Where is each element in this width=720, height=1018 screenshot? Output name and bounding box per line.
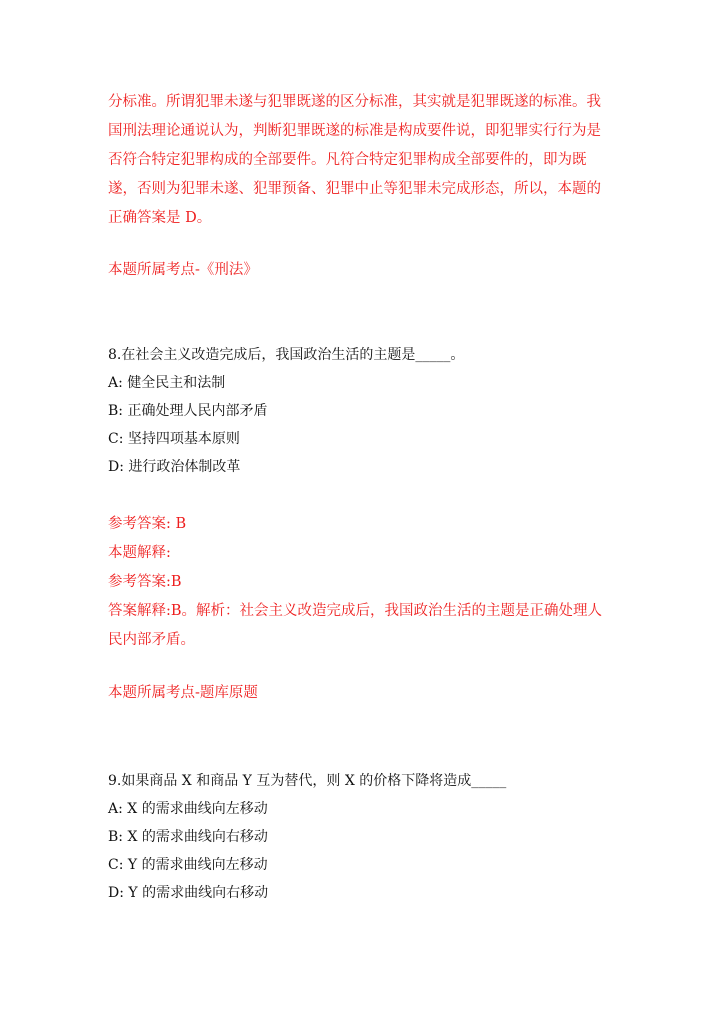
option-d: D: 进行政治体制改革 — [108, 459, 241, 475]
option-a: A: X 的需求曲线向左移动 — [108, 801, 268, 817]
answer-explanation-line: 答案解释:B。解析：社会主义改造完成后，我国政治生活的主题是正确处理人 — [108, 603, 603, 619]
explanation-line: 否符合特定犯罪构成的全部要件。凡符合特定犯罪构成全部要件的，即为既 — [108, 152, 587, 168]
explanation-line: 遂，否则为犯罪未遂、犯罪预备、犯罪中止等犯罪未完成形态，所以，本题的 — [108, 181, 601, 197]
previous-explanation — [108, 88, 608, 233]
reference-answer: 参考答案: B — [108, 516, 187, 532]
answer-explanation-line: 民内部矛盾。 — [108, 632, 195, 648]
explanation-line: 国刑法理论通说认为，判断犯罪既遂的标准是构成要件说，即犯罪实行行为是 — [108, 123, 601, 139]
explanation-line: 分标准。所谓犯罪未遂与犯罪既遂的区分标准，其实就是犯罪既遂的标准。我 — [108, 94, 601, 110]
question-8-answer-block — [108, 510, 608, 655]
explanation-line: 正确答案是 D。 — [108, 210, 212, 226]
option-a: A: 健全民主和法制 — [108, 375, 226, 391]
question-stem: 8.在社会主义改造完成后，我国政治生活的主题是_____。 — [108, 347, 465, 363]
option-c: C: 坚持四项基本原则 — [108, 431, 240, 447]
question-8 — [108, 341, 608, 481]
option-b: B: X 的需求曲线向右移动 — [108, 829, 268, 845]
question-stem: 9.如果商品 X 和商品 Y 互为替代，则 X 的价格下降将造成_____ — [108, 773, 507, 789]
question-8-topic: 本题所属考点-题库原题 — [108, 685, 258, 701]
option-c: C: Y 的需求曲线向左移动 — [108, 857, 268, 873]
analysis-label: 本题解释: — [108, 545, 171, 561]
previous-topic: 本题所属考点-《刑法》 — [108, 262, 258, 278]
reference-answer-2: 参考答案:B — [108, 574, 182, 590]
question-9 — [108, 767, 608, 907]
option-d: D: Y 的需求曲线向右移动 — [108, 885, 269, 901]
option-b: B: 正确处理人民内部矛盾 — [108, 403, 268, 419]
